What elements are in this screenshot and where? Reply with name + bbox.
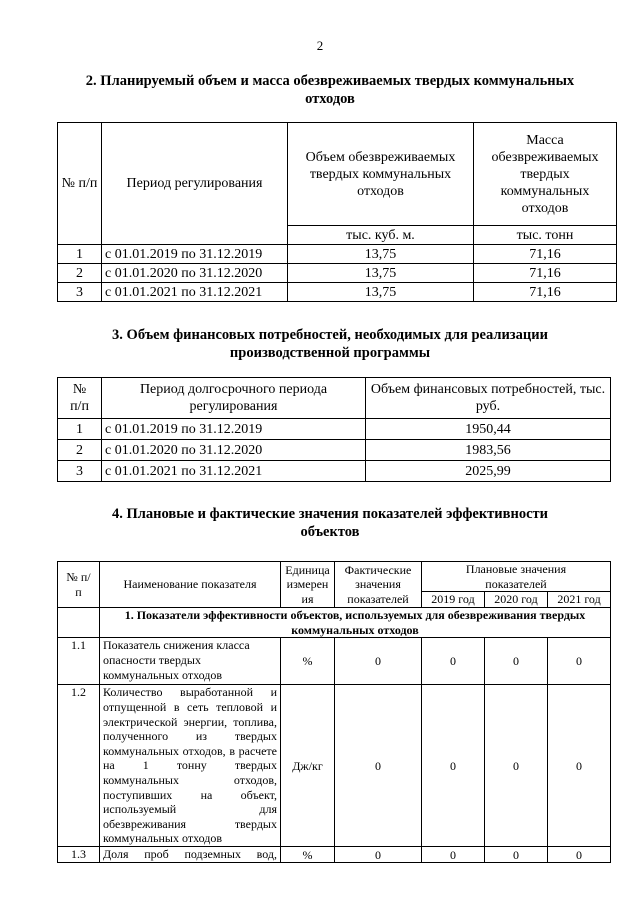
table-row — [58, 264, 617, 283]
header-period: Период долгосрочного периода регулирования — [102, 378, 366, 419]
table-row — [58, 440, 611, 461]
row-period: с 01.01.2019 по 31.12.2019 — [102, 245, 288, 264]
row-volume: 13,75 — [288, 283, 474, 302]
row-num: 1.2 — [58, 685, 100, 847]
table-row — [58, 461, 611, 482]
header-volume-unit: тыс. куб. м. — [288, 226, 474, 245]
row-actual: 0 — [335, 847, 422, 863]
row-value: 1983,56 — [366, 440, 611, 461]
row-2020: 0 — [485, 847, 548, 863]
header-actual: Фактические значения показателей — [335, 562, 422, 608]
row-indicator-name: Доля проб подземных вод, — [100, 847, 281, 863]
row-unit: % — [281, 638, 335, 685]
row-2021: 0 — [548, 638, 611, 685]
efficiency-indicators-table — [57, 561, 611, 863]
row-2019: 0 — [422, 847, 485, 863]
table-row — [58, 419, 611, 440]
row-value: 1950,44 — [366, 419, 611, 440]
header-name: Наименование показателя — [100, 562, 281, 608]
header-unit: Единица измерения — [281, 562, 335, 608]
row-num: 2 — [58, 440, 102, 461]
row-period: с 01.01.2020 по 31.12.2020 — [102, 440, 366, 461]
header-num: № п/п — [58, 123, 102, 245]
header-year-2019: 2019 год — [422, 592, 485, 608]
row-period: с 01.01.2019 по 31.12.2019 — [102, 419, 366, 440]
row-actual: 0 — [335, 638, 422, 685]
header-mass-unit: тыс. тонн — [474, 226, 617, 245]
row-num: 1.3 — [58, 847, 100, 863]
row-period: с 01.01.2020 по 31.12.2020 — [102, 264, 288, 283]
row-mass: 71,16 — [474, 264, 617, 283]
row-volume: 13,75 — [288, 264, 474, 283]
header-year-2021: 2021 год — [548, 592, 611, 608]
volume-mass-table — [57, 122, 617, 302]
table-row — [58, 847, 611, 863]
row-num: 1.1 — [58, 638, 100, 685]
row-num: 1 — [58, 419, 102, 440]
row-2019: 0 — [422, 685, 485, 847]
row-2021: 0 — [548, 685, 611, 847]
table-row — [58, 283, 617, 302]
section-2-title-line1: 2. Планируемый объем и масса обезвреживаемых твердых коммунальных — [85, 73, 575, 89]
header-num: № п/п — [58, 378, 102, 419]
row-2020: 0 — [485, 685, 548, 847]
row-indicator-name: Показатель снижения класса опасности твердых коммунальных отходов — [100, 638, 281, 685]
row-2021: 0 — [548, 847, 611, 863]
table-row — [58, 638, 611, 685]
section-4-title-line2: объектов — [300, 524, 360, 540]
row-value: 2025,99 — [366, 461, 611, 482]
row-period: с 01.01.2021 по 31.12.2021 — [102, 283, 288, 302]
header-mass: Масса обезвреживаемых твердых коммунальных отходов — [474, 123, 617, 226]
section-3-title-line2: производственной программы — [229, 345, 431, 361]
row-num: 3 — [58, 461, 102, 482]
header-num: № п/п — [58, 562, 100, 608]
row-num: 1 — [58, 245, 102, 264]
section-2-title — [60, 72, 600, 108]
row-2019: 0 — [422, 638, 485, 685]
financial-needs-table — [57, 377, 611, 482]
section-2-title-line2: отходов — [305, 91, 355, 107]
header-year-2020: 2020 год — [485, 592, 548, 608]
row-volume: 13,75 — [288, 245, 474, 264]
row-indicator-name: Количество выработанной и отпущенной в сеть тепловой и электрической энергии, топлива, полученного из твердых коммунальных отходов, в расчете на 1 тонну твердых коммунальных отходов, поступивших на объект, используемый для обезвреживания твердых коммунальных отходов — [100, 685, 281, 847]
section-4-title-line1: 4. Плановые и фактические значения показателей эффективности — [111, 506, 548, 522]
group-1-title: 1. Показатели эффективности объектов, используемых для обезвреживания твердых коммунальных отходов — [100, 608, 611, 638]
group-number-cell — [58, 608, 100, 638]
header-planned: Плановые значения показателей — [422, 562, 611, 592]
section-4-title — [60, 505, 600, 541]
header-need: Объем финансовых потребностей, тыс. руб. — [366, 378, 611, 419]
row-num: 2 — [58, 264, 102, 283]
table-row — [58, 685, 611, 847]
page-number: 2 — [316, 38, 324, 53]
row-actual: 0 — [335, 685, 422, 847]
section-3-title-line1: 3. Объем финансовых потребностей, необходимых для реализации — [112, 327, 548, 343]
row-2020: 0 — [485, 638, 548, 685]
header-period: Период регулирования — [102, 123, 288, 245]
row-mass: 71,16 — [474, 245, 617, 264]
row-num: 3 — [58, 283, 102, 302]
row-unit: % — [281, 847, 335, 863]
table-row — [58, 245, 617, 264]
row-period: с 01.01.2021 по 31.12.2021 — [102, 461, 366, 482]
header-volume: Объем обезвреживаемых твердых коммунальных отходов — [288, 123, 474, 226]
row-unit: Дж/кг — [281, 685, 335, 847]
row-mass: 71,16 — [474, 283, 617, 302]
section-3-title — [60, 326, 600, 362]
